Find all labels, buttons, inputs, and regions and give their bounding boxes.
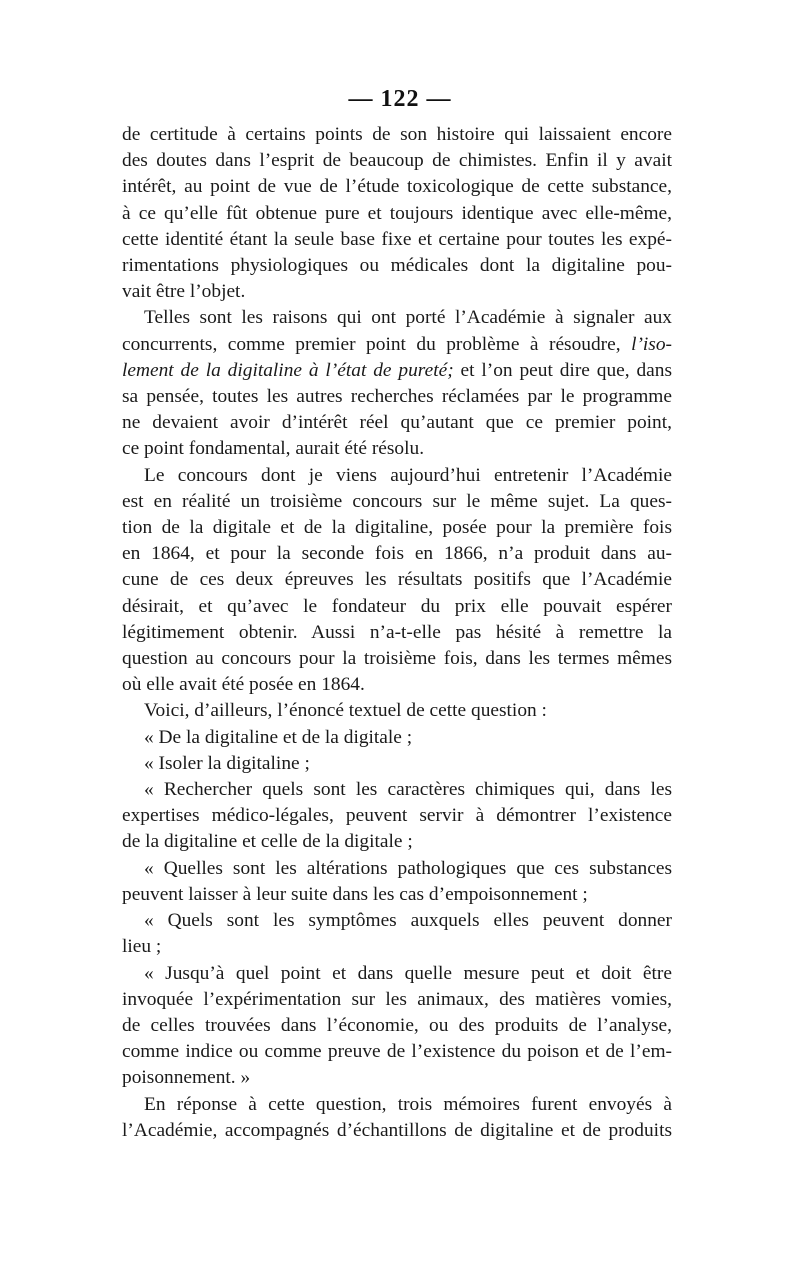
page-number: — 122 — bbox=[348, 86, 452, 112]
text-line: En réponse à cette question, trois mémoires furent envoyés à bbox=[144, 1093, 672, 1115]
text-line: de celles trouvées dans l’économie, ou des produits de l’analyse, bbox=[122, 1014, 672, 1036]
text-line: comme indice ou comme preuve de l’existence du poison et de l’em- bbox=[122, 1041, 672, 1063]
text-line: invoquée l’expérimentation sur les animaux, des matières vomies, bbox=[122, 988, 672, 1010]
text-line: lement de la digitaline à l’état de pureté; et l’on peut dire que, dans bbox=[122, 359, 672, 381]
text-line: « Isoler la digitaline ; bbox=[144, 752, 310, 774]
text-line: peuvent laisser à leur suite dans les cas d’empoisonnement ; bbox=[122, 883, 588, 905]
text-line: rimentations physiologiques ou médicales dont la digitaline pou- bbox=[122, 255, 672, 277]
text-line: de certitude à certains points de son histoire qui laissaient encore bbox=[122, 124, 672, 145]
text-line: « Jusqu’à quel point et dans quelle mesure peut et doit être bbox=[144, 962, 672, 984]
text-line: où elle avait été posée en 1864. bbox=[122, 674, 365, 696]
text-line: « De la digitaline et de la digitale ; bbox=[144, 726, 413, 748]
text-line: de la digitaline et celle de la digitale ; bbox=[122, 831, 413, 853]
text-line: « Quels sont les symptômes auxquels elles peuvent donner bbox=[144, 910, 672, 932]
text-line: ce point fondamental, aurait été résolu. bbox=[122, 438, 425, 460]
text-line: des doutes dans l’esprit de beaucoup de chimistes. Enfin il y avait bbox=[122, 150, 672, 172]
text-line: en 1864, et pour la seconde fois en 1866, n’a produit dans au- bbox=[122, 543, 672, 565]
text-line: lieu ; bbox=[122, 936, 162, 958]
text-line: à ce qu’elle fût obtenue pure et toujours identique avec elle-même, bbox=[122, 202, 672, 224]
text-line: « Quelles sont les altérations pathologiques que ces substances bbox=[144, 857, 672, 879]
text-line: Voici, d’ailleurs, l’énoncé textuel de cette question : bbox=[144, 700, 547, 722]
text-line: question au concours pour la troisième fois, dans les termes mêmes bbox=[122, 648, 672, 670]
text-line: vait être l’objet. bbox=[122, 281, 246, 303]
text-line: expertises médico-légales, peuvent servir à démontrer l’existence bbox=[122, 805, 672, 827]
text-line: ne devaient avoir d’intérêt réel qu’autant que ce premier point, bbox=[122, 412, 672, 434]
text-line: Le concours dont je viens aujourd’hui entretenir l’Académie bbox=[144, 464, 672, 486]
text-line: intérêt, au point de vue de l’étude toxicologique de cette substance, bbox=[122, 176, 672, 198]
text-line: poisonnement. » bbox=[122, 1067, 251, 1089]
text-line: est en réalité un troisième concours sur le même sujet. La ques- bbox=[122, 490, 672, 512]
text-line: sa pensée, toutes les autres recherches réclamées par le programme bbox=[122, 386, 672, 408]
text-line: cette identité étant la seule base fixe et certaine pour toutes les expé- bbox=[122, 228, 672, 250]
text-line: légitimement obtenir. Aussi n’a-t-elle pas hésité à remettre la bbox=[122, 621, 672, 643]
text-line: « Rechercher quels sont les caractères chimiques qui, dans les bbox=[144, 779, 672, 801]
text-line: l’Académie, accompagnés d’échantillons de digitaline et de produits bbox=[122, 1119, 672, 1141]
text-line: Telles sont les raisons qui ont porté l’Académie à signaler aux bbox=[144, 307, 672, 329]
text-line: cune de ces deux épreuves les résultats positifs que l’Académie bbox=[122, 569, 672, 591]
body-text bbox=[122, 122, 672, 1144]
text-line: désirait, et qu’avec le fondateur du prix elle pouvait espérer bbox=[122, 595, 672, 617]
text-line: concurrents, comme premier point du problème à résoudre, l’iso- bbox=[122, 333, 672, 355]
text-line: tion de la digitale et de la digitaline, posée pour la première fois bbox=[122, 517, 672, 539]
